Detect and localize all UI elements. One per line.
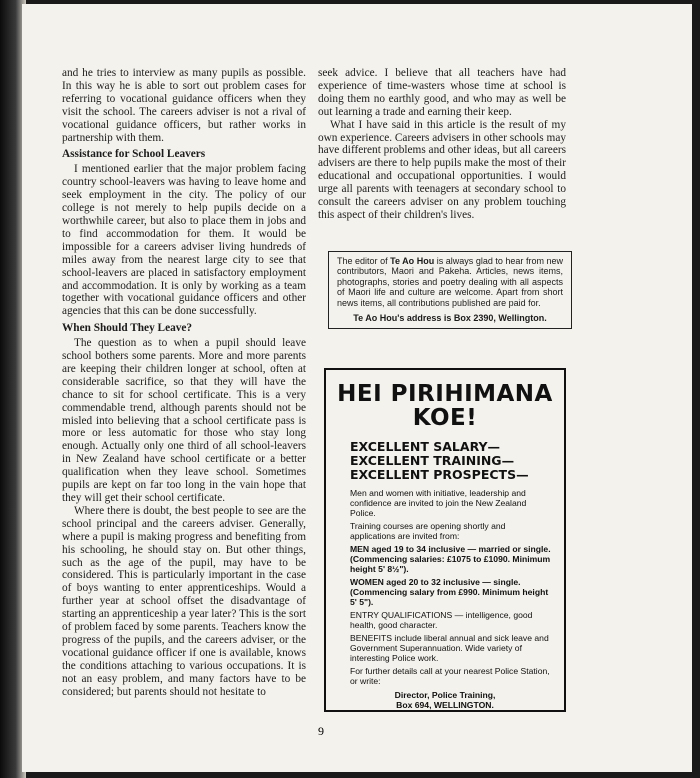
- magazine-name: Te Ao Hou: [390, 256, 435, 266]
- ad-training: Training courses are opening shortly and applications are invited from:: [350, 521, 506, 541]
- ad-women: WOMEN aged 20 to 32 inclusive — single. (Commencing salary from £990. Minimum height 5' 5").: [350, 577, 549, 607]
- article-paragraph: The question as to when a pupil should leave school bothers some parents. More and more parents are keeping their children longer at school, often at considerable sacrifice, so that they will have the chance to sit for school certificate. This is a very commendable trend, although parents should not be misled into believing that a school certificate pass is more or less automatic for those who stay long enough. Actually only one third of all school-leavers in New Zealand have school certificate or a better qualification when they leave school. Sometimes pupils are kept on far too long in the vain hope that they will get their school certificate.: [62, 337, 306, 504]
- article-paragraph: and he tries to interview as many pupils as possible. In this way he is able to sort out problem cases for referring to vocational guidance officers when they visit the school. The careers adviser is not a rival of vocational guidance officers, but rather works in partnership with them.: [62, 67, 306, 144]
- ad-taglines: EXCELLENT SALARY— EXCELLENT TRAINING— EXCELLENT PROSPECTS—: [350, 439, 529, 482]
- editor-notice-box: [328, 251, 572, 329]
- section-heading: When Should They Leave?: [62, 322, 193, 335]
- editor-notice-text: The editor of Te Ao Hou is always glad to hear from new contributors, Maori and Pakeha. Articles, news items, photographs, stories and poetry dealing with all aspects of Maori life and culture are welcome. Apart from short news items, all contributions published are paid for.: [337, 256, 563, 308]
- section-heading: Assistance for School Leavers: [62, 148, 206, 161]
- right-column: [318, 67, 566, 222]
- ad-body: [350, 488, 552, 686]
- ad-entry: ENTRY QUALIFICATIONS — intelligence, good health, good character.: [350, 610, 533, 630]
- ad-intro: Men and women with initiative, leadership and confidence are invited to join the New Zealand Police.: [350, 488, 527, 518]
- ad-benefits: BENEFITS include liberal annual and sick leave and Government Superannuation. Wide variety of interesting Police work.: [350, 633, 549, 663]
- left-column: [62, 67, 306, 699]
- police-recruitment-ad: [324, 368, 566, 712]
- ad-details: For further details call at your nearest Police Station, or write:: [350, 666, 550, 686]
- ad-headline: HEI PIRIHIMANA KOE!: [337, 381, 553, 431]
- page-number: 9: [318, 724, 324, 738]
- article-paragraph: seek advice. I believe that all teachers have had experience of time-wasters whose time at school is doing them no earthly good, and who may as well be out learning a trade and earning their keep.: [318, 67, 566, 118]
- editor-address: Te Ao Hou's address is Box 2390, Wellington.: [353, 313, 547, 324]
- ad-signature: Director, Police Training, Box 694, WELLINGTON.: [394, 690, 496, 710]
- article-paragraph: What I have said in this article is the result of my own experience. Careers advisers in other schools may have different problems and other ideas, but all careers advisers are there to help pupils make the most of their educational and occupational opportunities. I would urge all parents with teenagers at secondary school to consult the careers adviser on any problem touching this aspect of their children's lives.: [318, 118, 566, 221]
- article-paragraph: Where there is doubt, the best people to see are the school principal and the careers adviser. Generally, where a pupil is making progress and benefiting from his schooling, he should stay on. But other things, such as the age of the pupil, may have to be considered. This is particularly important in the case of boys wanting to enter apprenticeships. Would a further year at school offset the disadvantage of starting an apprenticeship a year later? This is the sort of problem faced by some parents. Teachers know the progress of the pupils, and the careers adviser, or the vocational guidance officer if one is available, knows the conditions attaching to various occupations. It is not an easy problem, and many factors have to be considered; but parents should not hesitate to: [62, 504, 306, 698]
- article-paragraph: I mentioned earlier that the major problem facing country school-leavers was having to leave home and seek employment in the city. The policy of our college is not merely to help pupils decide on a worthwhile career, but also to place them in jobs and to find accommodation for them. It would be impossible for a careers adviser living hundreds of miles away from the nearest large city to see that school-leavers are placed in satisfactory employment and accommodation. It is only by working as a team together with vocational guidance officers and other agencies that this can be done successfully.: [62, 163, 306, 318]
- ad-men: MEN aged 19 to 34 inclusive — married or single. (Commencing salaries: £1075 to £1090. Minimum height 5' 8½").: [350, 544, 551, 574]
